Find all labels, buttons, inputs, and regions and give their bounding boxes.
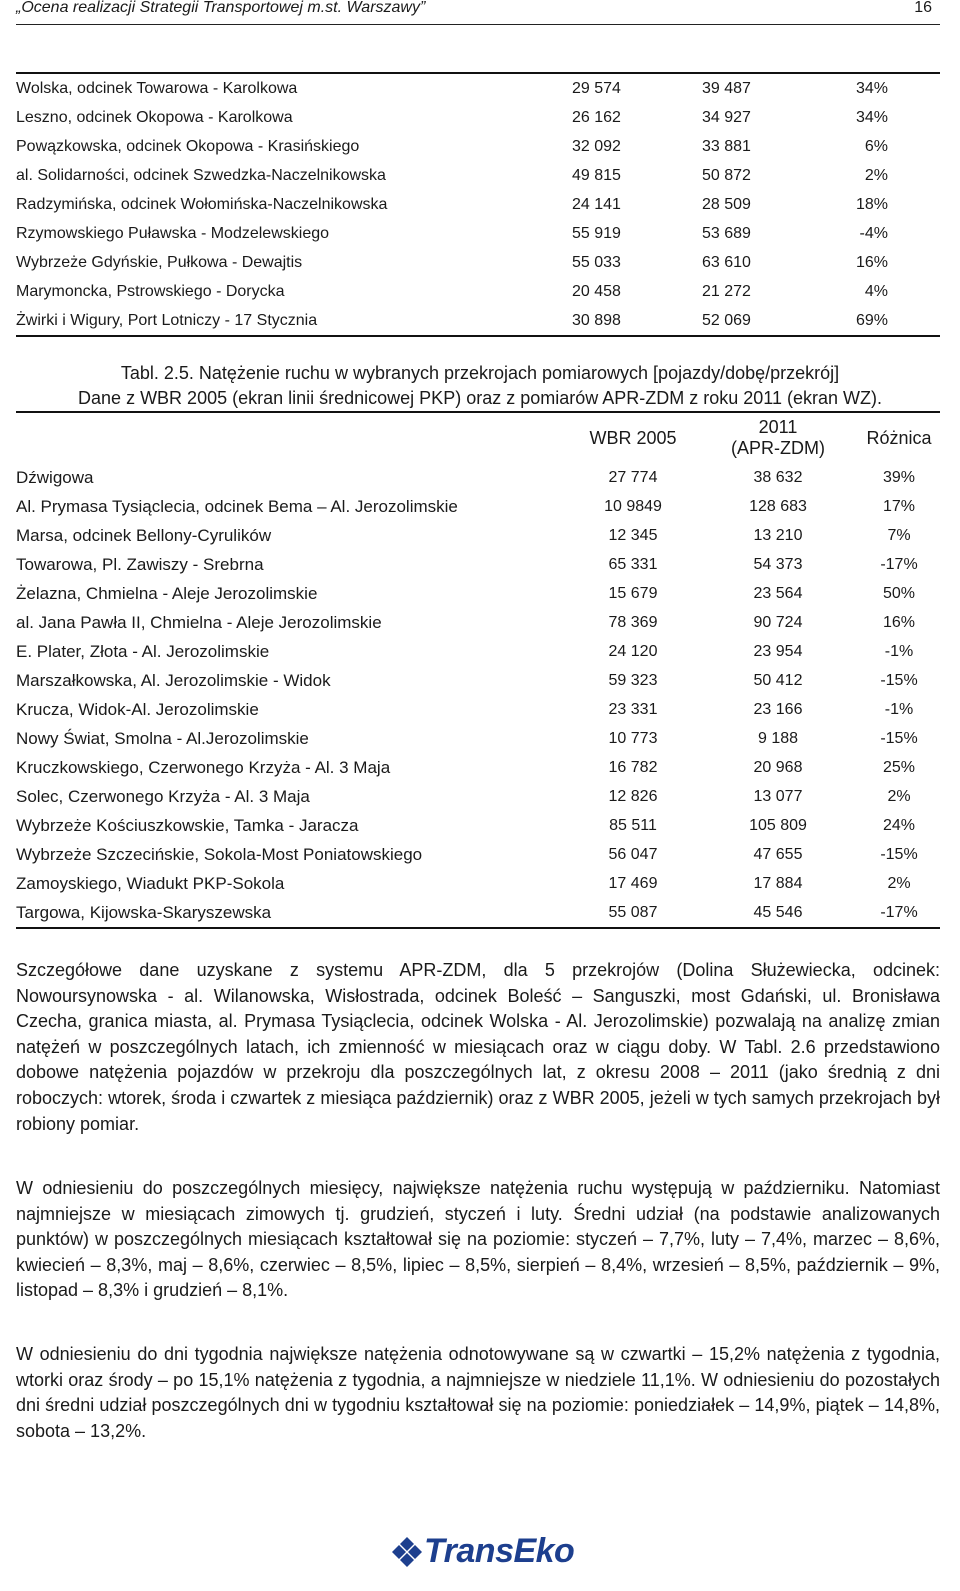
table-header-row xyxy=(16,412,940,463)
wbr-2005-cell: 29 574 xyxy=(572,79,621,97)
road-name-cell: Solec, Czerwonego Krzyża - Al. 3 Maja xyxy=(16,786,310,806)
difference-cell: 25% xyxy=(882,758,916,776)
apr-2011-cell: 20 968 xyxy=(753,758,803,776)
table-row xyxy=(16,161,940,190)
apr-2011-cell: 39 487 xyxy=(702,79,751,97)
apr-2011-cell: 23 564 xyxy=(753,584,803,602)
road-name-cell: Żwirki i Wigury, Port Lotniczy - 17 Stycznia xyxy=(16,311,318,329)
wbr-2005-cell: 65 331 xyxy=(608,555,658,573)
difference-cell: 39% xyxy=(882,468,916,486)
wbr-2005-cell: 55 033 xyxy=(572,253,621,271)
road-name-cell: al. Solidarności, odcinek Szwedzka-Naczelnikowska xyxy=(16,166,386,184)
header-wbr: WBR 2005 xyxy=(589,427,677,448)
difference-cell: -17% xyxy=(880,903,918,921)
road-name-cell: Zamoyskiego, Wiadukt PKP-Sokola xyxy=(16,873,285,893)
apr-2011-cell: 90 724 xyxy=(753,613,803,631)
table-row xyxy=(16,492,940,521)
wbr-2005-cell: 85 511 xyxy=(609,816,657,834)
wbr-2005-cell: 12 345 xyxy=(608,526,658,544)
road-name-cell: Targowa, Kijowska-Skaryszewska xyxy=(16,902,272,922)
difference-cell: -15% xyxy=(880,729,918,747)
difference-cell: -4% xyxy=(859,224,888,242)
road-name-cell: Krucza, Widok-Al. Jerozolimskie xyxy=(16,699,259,719)
paragraph-weekdays: W odniesieniu do dni tygodnia największe natężenia odnotowywane są w czwartki – 15,2% natężenia z tygodnia, wtorki oraz środy – po 15,1% natężenia z tygodnia, a najmniejsze w niedziele 11,1%. W odniesieniu do pozostałych dni średni udział poszczególnych dni w tygodniu kształtował się na poziomie: poniedziałek – 14,9%, piątek – 14,8%, sobota – 13,2%. xyxy=(16,1344,940,1441)
road-name-cell: Rzymowskiego Puławska - Modzelewskiego xyxy=(16,224,330,242)
wbr-2005-cell: 55 087 xyxy=(608,903,658,921)
wbr-2005-cell: 49 815 xyxy=(572,166,621,184)
difference-cell: 2% xyxy=(864,166,888,184)
apr-2011-cell: 23 954 xyxy=(753,642,803,660)
difference-cell: 50% xyxy=(882,584,916,602)
difference-cell: 18% xyxy=(855,195,888,213)
traffic-table-continued-body xyxy=(16,73,940,336)
header-cell-empty xyxy=(16,412,568,463)
road-name-cell: Al. Prymasa Tysiąclecia, odcinek Bema – Al. Jerozolimskie xyxy=(16,496,458,516)
header-diff: Różnica xyxy=(866,427,932,448)
table-row xyxy=(16,782,940,811)
logo-mark-icon xyxy=(392,1536,422,1570)
road-name-cell: Żelazna, Chmielna - Aleje Jerozolimskie xyxy=(16,583,318,603)
table-row xyxy=(16,521,940,550)
table-row xyxy=(16,463,940,492)
apr-2011-cell: 53 689 xyxy=(702,224,751,242)
apr-2011-cell: 128 683 xyxy=(749,497,807,515)
difference-cell: 16% xyxy=(882,613,916,631)
table-caption-subtitle: Dane z WBR 2005 (ekran linii średnicowej PKP) oraz z pomiarów APR-ZDM z roku 2011 (ekran WZ). xyxy=(78,388,882,408)
apr-2011-cell: 9 188 xyxy=(757,729,799,747)
road-name-cell: Kruczkowskiego, Czerwonego Krzyża - Al. 3 Maja xyxy=(16,757,391,777)
table-row xyxy=(16,190,940,219)
apr-2011-cell: 21 272 xyxy=(702,282,751,300)
table-row xyxy=(16,724,940,753)
difference-cell: -1% xyxy=(884,700,914,718)
header-apr-year: 2011 xyxy=(758,417,798,437)
wbr-2005-cell: 17 469 xyxy=(608,874,658,892)
road-name-cell: Marszałkowska, Al. Jerozolimskie - Widok xyxy=(16,670,331,690)
road-name-cell: al. Jana Pawła II, Chmielna - Aleje Jerozolimskie xyxy=(16,612,382,632)
difference-cell: 24% xyxy=(882,816,916,834)
difference-cell: 17% xyxy=(882,497,916,515)
table-row xyxy=(16,219,940,248)
table-row xyxy=(16,248,940,277)
table-row xyxy=(16,840,940,869)
table-row xyxy=(16,753,940,782)
road-name-cell: Powązkowska, odcinek Okopowa - Krasińskiego xyxy=(16,137,360,155)
table-row xyxy=(16,637,940,666)
road-name-cell: E. Plater, Złota - Al. Jerozolimskie xyxy=(16,641,270,661)
traffic-table-continued xyxy=(16,72,940,337)
traffic-table-body xyxy=(16,412,940,928)
table-row xyxy=(16,103,940,132)
apr-2011-cell: 50 872 xyxy=(702,166,751,184)
difference-cell: 69% xyxy=(855,311,888,329)
road-name-cell: Leszno, odcinek Okopowa - Karolkowa xyxy=(16,108,293,126)
table-row xyxy=(16,608,940,637)
wbr-2005-cell: 23 331 xyxy=(608,700,658,718)
table-row xyxy=(16,811,940,840)
apr-2011-cell: 13 077 xyxy=(753,787,803,805)
wbr-2005-cell: 55 919 xyxy=(572,224,621,242)
page-header xyxy=(16,0,940,25)
road-name-cell: Wybrzeże Kościuszkowskie, Tamka - Jaracza xyxy=(16,815,359,835)
apr-2011-cell: 17 884 xyxy=(753,874,803,892)
header-apr xyxy=(698,412,858,463)
difference-cell: 2% xyxy=(887,874,911,892)
wbr-2005-cell: 16 782 xyxy=(608,758,658,776)
wbr-2005-cell: 30 898 xyxy=(572,311,621,329)
road-name-cell: Wybrzeże Gdyńskie, Pułkowa - Dewajtis xyxy=(16,253,303,271)
road-name-cell: Wolska, odcinek Towarowa - Karolkowa xyxy=(16,79,298,97)
header-apr-source: (APR-ZDM) xyxy=(731,438,825,458)
wbr-2005-cell: 12 826 xyxy=(608,787,658,805)
apr-2011-cell: 54 373 xyxy=(753,555,803,573)
difference-cell: 34% xyxy=(855,108,888,126)
road-name-cell: Nowy Świat, Smolna - Al.Jerozolimskie xyxy=(16,728,309,748)
difference-cell: -1% xyxy=(884,642,914,660)
page-number: 16 xyxy=(914,0,932,16)
wbr-2005-cell: 10 773 xyxy=(608,729,658,747)
road-name-cell: Radzymińska, odcinek Wołomińska-Naczelnikowska xyxy=(16,195,388,213)
wbr-2005-cell: 78 369 xyxy=(608,613,658,631)
difference-cell: 7% xyxy=(887,526,911,544)
wbr-2005-cell: 15 679 xyxy=(608,584,658,602)
apr-2011-cell: 45 546 xyxy=(753,903,803,921)
table-row xyxy=(16,869,940,898)
transeko-logo xyxy=(392,1532,575,1574)
paragraph-apr-zdm: Szczegółowe dane uzyskane z systemu APR-ZDM, dla 5 przekrojów (Dolina Służewiecka, odcinek: Nowoursynowska - al. Wilanowska, Wisłostrada, odcinek Boleść – Sanguszki, most Gdański, ul. Bronisława Czecha, granica miasta, al. Prymasa Tysiąclecia, odcinek Wolska - Al. Jerozolimskie) pozwalają na analizę zmian natężeń w poszczególnych latach, ich zmienność w miesiącach oraz w ciągu doby. W Tabl. 2.6 przedstawiono dobowe natężenia pojazdów w przekroju dla poszczególnych lat, z okresu 2008 – 2011 (jako średnią z dni roboczych: wtorek, środa i czwartek z miesiąca październik) oraz z WBR 2005, jeżeli w tych samych przekrojach był robiony pomiar. xyxy=(16,960,940,1134)
wbr-2005-cell: 27 774 xyxy=(608,468,658,486)
road-name-cell: Towarowa, Pl. Zawiszy - Srebrna xyxy=(16,554,264,574)
difference-cell: 34% xyxy=(855,79,888,97)
difference-cell: 2% xyxy=(887,787,911,805)
road-name-cell: Marymoncka, Pstrowskiego - Dorycka xyxy=(16,282,285,300)
apr-2011-cell: 63 610 xyxy=(702,253,751,271)
apr-2011-cell: 50 412 xyxy=(753,671,803,689)
wbr-2005-cell: 26 162 xyxy=(572,108,621,126)
difference-cell: 16% xyxy=(855,253,888,271)
apr-2011-cell: 33 881 xyxy=(702,137,751,155)
apr-2011-cell: 34 927 xyxy=(702,108,751,126)
table-row xyxy=(16,73,940,103)
logo-wordmark: TransEko xyxy=(424,1532,575,1570)
table-row xyxy=(16,277,940,306)
table-row xyxy=(16,132,940,161)
traffic-table xyxy=(16,411,940,929)
wbr-2005-cell: 56 047 xyxy=(608,845,658,863)
table-row xyxy=(16,550,940,579)
wbr-2005-cell: 20 458 xyxy=(572,282,621,300)
apr-2011-cell: 105 809 xyxy=(749,816,807,834)
wbr-2005-cell: 10 9849 xyxy=(604,497,662,515)
wbr-2005-cell: 24 120 xyxy=(608,642,658,660)
apr-2011-cell: 38 632 xyxy=(753,468,803,486)
wbr-2005-cell: 32 092 xyxy=(572,137,621,155)
difference-cell: 4% xyxy=(864,282,888,300)
table-row xyxy=(16,695,940,724)
table-row xyxy=(16,579,940,608)
difference-cell: -15% xyxy=(880,845,918,863)
paragraph-months: W odniesieniu do poszczególnych miesięcy, największe natężenia ruchu występują w październiku. Natomiast najmniejsze w miesiącach zimowych tj. grudzień, styczeń i luty. Średni udział (na podstawie analizowanych punktów) w poszczególnych miesiącach kształtował się na poziomie: styczeń – 7,7%, luty – 7,4%, marzec – 8,6%, kwiecień – 8,3%, maj – 8,6%, czerwiec – 8,5%, lipiec – 8,5%, sierpień – 8,4%, wrzesień – 8,5%, październik – 9%, listopad – 8,3% i grudzień – 8,1%. xyxy=(16,1178,940,1301)
apr-2011-cell: 47 655 xyxy=(753,845,803,863)
apr-2011-cell: 13 210 xyxy=(753,526,803,544)
apr-2011-cell: 52 069 xyxy=(702,311,751,329)
document-title: „Ocena realizacji Strategii Transportowej m.st. Warszawy” xyxy=(16,0,426,16)
table-row xyxy=(16,666,940,695)
table-row xyxy=(16,898,940,928)
apr-2011-cell: 23 166 xyxy=(753,700,803,718)
table-caption: Tabl. 2.5. Natężenie ruchu w wybranych przekrojach pomiarowych [pojazdy/dobę/przekrój] xyxy=(120,363,840,383)
difference-cell: 6% xyxy=(864,137,888,155)
wbr-2005-cell: 59 323 xyxy=(608,671,658,689)
apr-2011-cell: 28 509 xyxy=(702,195,751,213)
road-name-cell: Dźwigowa xyxy=(16,467,94,487)
road-name-cell: Wybrzeże Szczecińskie, Sokola-Most Poniatowskiego xyxy=(16,844,423,864)
wbr-2005-cell: 24 141 xyxy=(572,195,621,213)
difference-cell: -15% xyxy=(880,671,918,689)
table-row xyxy=(16,306,940,336)
road-name-cell: Marsa, odcinek Bellony-Cyrulików xyxy=(16,525,272,545)
difference-cell: -17% xyxy=(880,555,918,573)
